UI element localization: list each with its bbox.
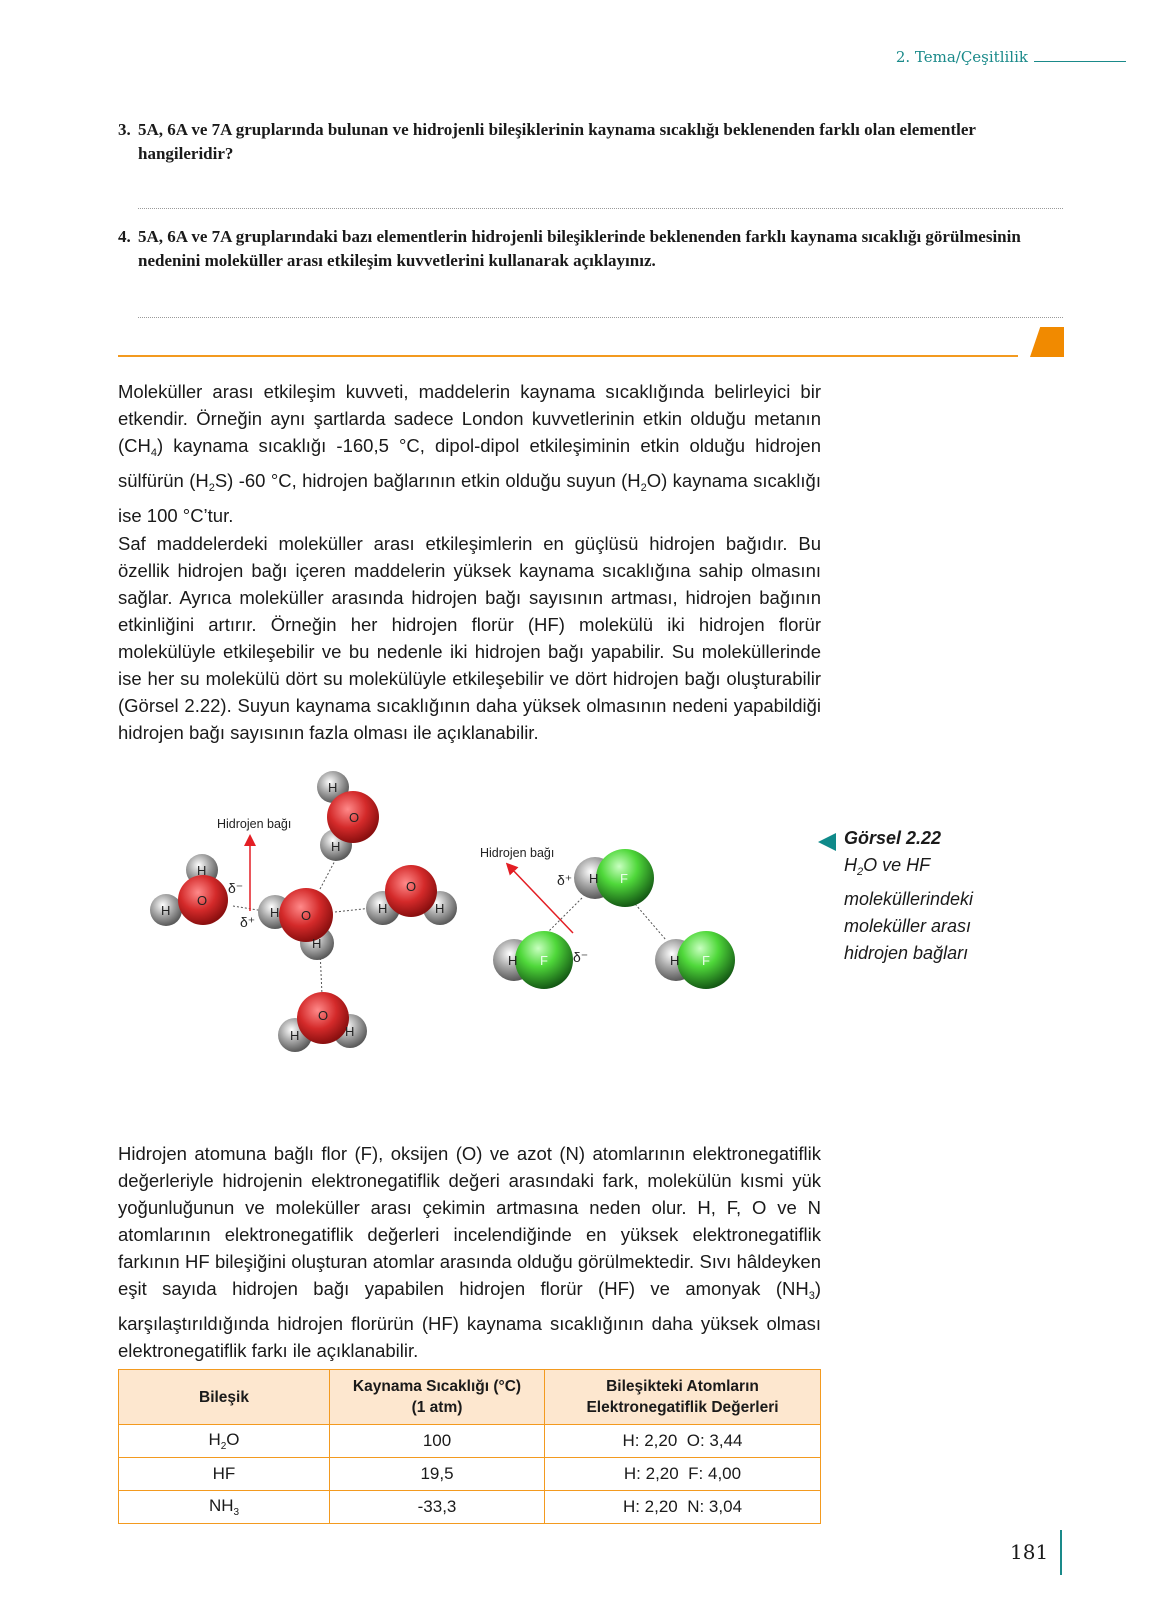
table-row [119,1458,821,1491]
cell-boiling-point: 19,5 [330,1458,545,1491]
subscript: 3 [808,1290,815,1302]
svg-text:H: H [290,1028,300,1043]
running-header [896,48,1126,66]
hydrogen-bond-label: Hidrojen bağı [480,846,555,860]
molecule-diagram [140,780,780,1095]
svg-text:H: H [270,905,280,920]
svg-text:F: F [702,953,710,968]
header-compound: Bileşik [119,1370,330,1425]
header-electronegativity: Bileşikteki Atomların Elektronegatiflik Değerleri [545,1370,821,1425]
section-marker [1030,327,1064,357]
cell-boiling-point: 100 [330,1425,545,1458]
svg-text:H: H [589,871,599,886]
svg-text:H: H [328,780,338,795]
caption-line: moleküllerindeki [844,889,974,909]
question-number: 3. [118,120,131,139]
hf-molecule-top [574,849,654,907]
header-boiling-point: Kaynama Sıcaklığı (°C) (1 atm) [330,1370,545,1425]
page-number-bar [1060,1530,1062,1575]
svg-text:H: H [331,839,341,854]
subscript: 2 [208,482,215,494]
cell-electronegativity: H: 2,20 N: 3,04 [545,1491,821,1524]
partial-charge-positive: δ⁺ [240,914,256,930]
answer-line[interactable] [138,208,1063,209]
hydrogen-bond-label: Hidrojen bağı [217,817,292,831]
cell-compound: $H_2O$ [119,1425,330,1458]
water-molecule-center [258,888,334,960]
partial-charge-positive: δ⁺ [557,872,573,888]
svg-text:H: H [161,903,171,918]
svg-text:F: F [620,871,628,886]
partial-charge-negative: δ⁻ [573,949,589,965]
svg-text:H: H [312,936,322,951]
cell-compound: HF [119,1458,330,1491]
water-molecule-right [366,865,457,925]
text-run: O) kaynama sıcaklığı ise 100 °C’tur. [118,470,821,526]
subscript: 2 [640,482,647,494]
water-molecule-left [150,854,228,926]
cell-boiling-point: -33,3 [330,1491,545,1524]
svg-text:H: H [378,901,388,916]
cell-compound: $NH_3$ [119,1491,330,1524]
question-4 [118,225,1043,273]
svg-text:O: O [349,810,360,825]
text-run: ) karşılaştırıldığında hidrojen florürün (HF) kaynama sıcaklığının daha yüksek olması elektronegatiflik farkı ile açıklanabilir. [118,1278,821,1361]
text-run: Moleküller arası etkileşim kuvveti, maddelerin kaynama sıcaklığında belirleyici bir etkendir. Örneğin aynı şartlarda sadece London kuvvetlerinin etkin olduğu metanın (CH [118,381,821,456]
cell-electronegativity: H: 2,20 F: 4,00 [545,1458,821,1491]
caption-line: hidrojen bağları [844,943,969,963]
answer-line[interactable] [138,317,1063,318]
svg-text:H: H [197,863,207,878]
svg-text:H: H [508,953,518,968]
question-text: 5A, 6A ve 7A gruplarında bulunan ve hidrojenli bileşiklerinin kaynama sıcaklığı beklenenden farklı olan elementler hangileridir? [138,120,976,163]
partial-charge-negative: δ⁻ [228,880,244,896]
table-row [119,1491,821,1524]
paragraph-hydrogen-bonds: Saf maddelerdeki moleküller arası etkileşimlerin en güçlüsü hidrojen bağıdır. Bu özellik hidrojen bağı içeren maddelerin yüksek kaynama sıcaklığına sahip olmasını sağlar. Ayrıca moleküller arasında hidrojen bağı sayısının artması, hidrojen bağının etkinliğini artırır. Örneğin her hidrojen florür (HF) molekülü iki hidrojen florür molekülüyle etkileşebilir ve bu nedenle iki hidrojen bağı yapabilir. Su moleküllerinde ise her su molekülü dört su molekülüyle etkileşebilir ve dört hidrojen bağı oluşturabilir (Görsel 2.22). Suyun kaynama sıcaklığının daha yüksek olmasının nedeni yapabildiği hidrojen bağı sayısının fazla olması ile açıklanabilir. [118,533,821,743]
svg-text:O: O [197,893,208,908]
caption-line: $H_2O$ ve HF [844,855,931,878]
question-number: 4. [118,227,131,246]
text-run: Hidrojen atomuna bağlı flor (F), oksijen (O) ve azot (N) atomlarının elektronegatiflik değerleriyle hidrojenin elektronegatiflik değeri arasındaki fark, molekülün kısmi yük yoğunluğunun ve moleküller arası çekimin artmasına neden olur. H, F, O ve N atomlarının elektronegatiflik değerleri incelendiğinde en yüksek elektronegatiflik farkının HF bileşiğini oluşturan atomlar arasında olduğu görülmektedir. Sıvı hâldeyken eşit sayıda hidrojen bağı yapabilen hidrojen florür (HF) ve amonyak (NH [118,1143,821,1299]
page-number: 181 [1010,1540,1049,1564]
svg-text:O: O [301,908,312,923]
text-run: S) -60 °C, hidrojen bağlarının etkin olduğu suyun (H [214,470,641,491]
water-molecule-top [317,771,379,861]
svg-text:H: H [670,953,680,968]
question-text: 5A, 6A ve 7A gruplarındaki bazı elementlerin hidrojenli bileşiklerinde beklenenden farklı kaynama sıcaklığı görülmesinin nedenini moleküller arası etkileşim kuvvetlerini kullanarak açıklayınız. [138,227,1021,270]
theme-title: 2. Tema/Çeşitlilik [895,48,1028,66]
header-rule [1034,61,1126,62]
caption-title: Görsel 2.22 [844,828,942,848]
svg-text:O: O [406,879,417,894]
question-3 [118,118,1043,166]
caption-pointer-icon [818,833,836,851]
table-row [119,1425,821,1458]
paragraph-boiling-points [118,378,821,529]
table-header-row [119,1370,821,1425]
svg-text:H: H [345,1024,355,1039]
text-run: ) kaynama sıcaklığı -160,5 °C, dipol-dipol etkileşiminin etkin olduğu hidrojen sülfürün (H [118,435,821,491]
cell-electronegativity: H: 2,20 O: 3,44 [545,1425,821,1458]
figure-caption [844,825,1044,967]
subscript: 4 [150,447,158,459]
figure-hydrogen-bonds [140,780,780,1095]
svg-text:F: F [540,953,548,968]
hf-molecule-right [655,931,735,989]
boiling-point-table [118,1369,821,1524]
caption-line: moleküller arası [844,916,972,936]
svg-text:H: H [435,901,445,916]
svg-text:O: O [318,1008,329,1023]
water-molecule-bottom [278,992,367,1052]
section-divider [118,355,1018,357]
paragraph-electronegativity [118,1140,821,1364]
hf-molecule-left [493,931,573,989]
